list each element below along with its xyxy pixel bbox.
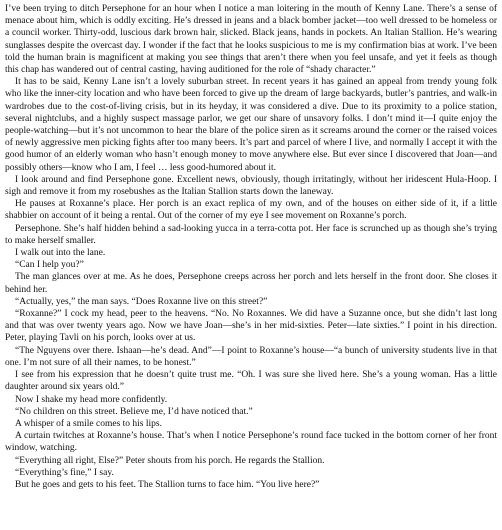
paragraph-12: I see from his expression that he doesn’t quite trust me. “Oh. I was sure she lived here. She’s a young woman. Has a little daughter around six years old.” [5,370,497,393]
paragraph-17: “Everything all right, Else?” Peter shouts from his porch. He regards the Stallion. [15,455,325,466]
paragraph-16: A curtain twitches at Roxanne’s house. That’s when I notice Persephone’s round face tucked in the bottom corner of her front window, watching. [5,431,497,454]
paragraph-11: “The Nguyens over there. Ishaan—he’s dead. And”—I point to Roxanne’s house—“a bunch of university students live in that one. I’m not sure of all their names, to be honest.” [5,345,497,368]
paragraph-6: I walk out into the lane. [15,248,106,259]
paragraph-5: Persephone. She’s half hidden behind a sad-looking yucca in a terra-cotta pot. Her face is scrunched up as though she’s trying to make herself smaller. [5,223,497,246]
paragraph-4: He pauses at Roxanne’s place. Her porch is an exact replica of my own, and of the houses on either side of it, if a little shabbier on account of it being a rental. Out of the corner of my eye I see movement on Roxanne’s porch. [5,199,497,222]
paragraph-1: I’ve been trying to ditch Persephone for an hour when I notice a man loitering in the mouth of Kenny Lane. There’s a sense of menace about him, which is oddly exciting. He’s dressed in jeans and a black bomber jacket—too well dressed to be homeless or a council worker. Thirty-odd, luscious dark brown hair, slicked. Black jeans, hands in pockets. An Italian Stallion. He’s wearing sunglasses despite the overcast day. I wonder if the fact that he looks suspicious to me is my confirmation bias at work. I’ve been told the human brain is magnificent at making you see things that aren’t there when you feel unsafe, and yet it feels as though this chap has wandered out of central casting, having auditioned for the role of “shady character.” [5,4,497,76]
paragraph-19: But he goes and gets to his feet. The Stallion turns to face him. “You live here?” [15,479,320,490]
paragraph-9: “Actually, yes,” the man says. “Does Roxanne live on this street?” [15,296,268,307]
paragraph-13: Now I shake my head more confidently. [15,394,168,405]
paragraph-14: “No children on this street. Believe me, I’d have noticed that.” [15,406,253,417]
paragraph-8: The man glances over at me. As he does, Persephone creeps across her porch and lets herself in the front door. She closes it behind her. [5,272,497,295]
paragraph-3: I look around and find Persephone gone. Excellent news, obviously, though irritatingly, without her iridescent Hula-Hoop. I sigh and remove it from my rosebushes as the Italian Stallion starts down the laneway. [5,174,497,198]
paragraph-2: It has to be said, Kenny Lane isn’t a lovely suburban street. In recent years it has gained an appeal from trendy young folk who like the inner-city location and who have been forced to give up the dream of large backyards, butler’s pantries, and walk-in wardrobes due to the cost-of-living crisis, but in its heyday, it was considered a dive. Due to its proximity to a police station, several nightclubs, and a highly suspect massage parlor, we get our share of unsavory folks. I don’t mind it—I quite enjoy the people-watching—but it’s not uncommon to hear the blare of the police siren as it screams around the corner or the raised voices of newly aggressive men picking fights after too many beers. It’s part and parcel of where I live, and normally I accept it with the good humor of an elderly woman who hasn’t enough money to move anywhere else. But ever since I discovered that Joan—and possibly others—know who I am, I feel … less good-humored about it. [5,77,497,173]
paragraph-10: “Roxanne?” I cock my head, peer to the heavens. “No. No Roxannes. We did have a Suzanne once, but she didn’t last long and that was over twenty years ago. Now we have Joan—she’s in her mid-sixties. Peter—late sixties.” I point in his direction. Peter, playing Tavli on his porch, looks over at us. [5,309,497,344]
paragraph-18: “Everything’s fine,” I say. [15,467,114,478]
paragraph-7: “Can I help you?” [15,260,84,271]
paragraph-15: A whisper of a smile comes to his lips. [15,418,162,429]
